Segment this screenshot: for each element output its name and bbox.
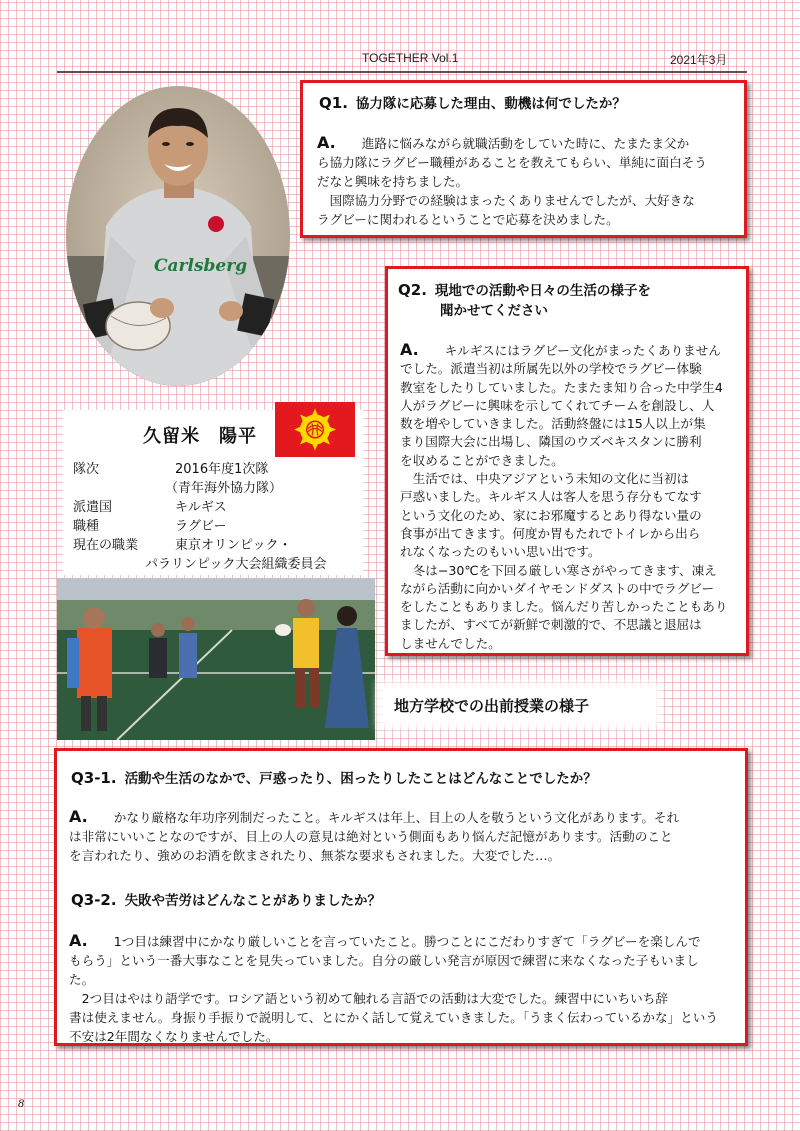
q1-question: 協力隊に応募した理由、動機は何でしたか？ — [355, 96, 626, 112]
classroom-photo — [57, 578, 375, 740]
profile-name: 久留米 陽平 — [143, 426, 257, 447]
q2-heading — [398, 279, 651, 299]
q2-line: ましたが、すべてが新鮮で刺激的で、不思議と退屈は — [400, 617, 702, 633]
q2-line: でした。派遣当初は所属先以外の学校でラグビー体験 — [400, 361, 702, 377]
profile-value: （青年海外協力隊） — [165, 481, 283, 496]
profile-value: 東京オリンピック・ — [175, 538, 292, 553]
q1-answer — [317, 133, 742, 229]
q32-line: 書は使えません。身振り手振りで説明して、とにかく話して覚えていきました。「うまく伝わっているかな」という — [69, 1010, 718, 1025]
q31-question: 活動や生活のなかで、戸惑ったり、困ったりしたことはどんなことでしたか？ — [124, 771, 597, 787]
q32-answer — [69, 931, 741, 1046]
q31-line: は非常にいいことなのですが、目上の人の意見は絶対という側面もあり悩んだ記憶があります。活動のこと — [69, 829, 673, 844]
q31-heading — [71, 767, 597, 787]
q31-a-marker: A. — [69, 807, 88, 826]
q2-line: しませんでした。 — [400, 635, 501, 651]
q2-line: 人がラグビーに興味を示してくれてチームを創設し、人 — [400, 397, 715, 413]
page-number: 8 — [18, 1096, 24, 1110]
q32-question: 失敗や苦労はどんなことがありましたか？ — [124, 893, 382, 909]
q1-line: ラグビーに関われるということで応募を決めました。 — [317, 212, 619, 227]
q2-line: 生活では、中央アジアという未知の文化に当初は — [412, 471, 690, 487]
portrait-photo — [66, 86, 290, 386]
q31-answer — [69, 807, 741, 865]
q2-line: をしたこともありました。悩んだり苦しかったこともあり — [400, 599, 728, 615]
profile-label: 職種 — [73, 519, 100, 534]
photo-caption-text: 地方学校での出前授業の様子 — [394, 697, 590, 715]
issue-date: 2021年3月 — [670, 53, 728, 67]
q2-a-marker: A. — [400, 340, 419, 359]
profile-value: パラリンピック大会組織委員会 — [145, 557, 327, 572]
q2-line: まり国際大会に出場し、隣国のウズベキスタンに勝利 — [400, 434, 702, 450]
q1-line: だなと興味を持ちました。 — [317, 174, 469, 189]
profile-label: 派遣国 — [73, 500, 113, 515]
q2-answer — [400, 341, 745, 653]
q32-a-marker: A. — [69, 931, 88, 950]
q2-line: ながら活動に向かいダイヤモンドダストの中でラグビー — [400, 580, 715, 596]
q2-number: Q2. — [398, 281, 427, 299]
profile-label: 現在の職業 — [73, 538, 139, 553]
q1-box — [300, 80, 747, 238]
q2-line: れなくなったのもいい思い出です。 — [400, 544, 601, 560]
portrait-illustration — [66, 86, 290, 386]
classroom-illustration — [57, 578, 375, 740]
q2-line: 冬は−30℃を下回る厳しい寒さがやってきます、凍え — [412, 562, 717, 578]
q2-question-line1: 現地での活動や日々の生活の様子を — [434, 283, 651, 299]
q32-line: もらう」という一番大事なことを見失っていました。自分の厳しい発言が原因で練習に来なくなった子もいまし — [69, 953, 699, 968]
q2-line: を収めることができました。 — [400, 452, 564, 468]
q1-number: Q1. — [319, 94, 348, 112]
q32-line: 2つ目はやはり語学です。ロシア語という初めて触れる言語での活動は大変でした。練習中にいちいち辞 — [81, 991, 668, 1006]
q2-line: キルギスにはラグビー文化がまったくありません — [444, 343, 721, 358]
q2-question-line2: 聞かせてください — [440, 303, 548, 319]
q31-line: かなり厳格な年功序列制だったこと。キルギスは年上、目上の人を敬うという文化があります。それ — [113, 810, 680, 825]
q2-line: という文化のため、家にお邪魔するとあり得ない量の — [400, 507, 702, 523]
header-rule — [57, 71, 747, 73]
kyrgyzstan-flag-icon — [275, 402, 355, 457]
q3-box — [54, 748, 748, 1046]
q2-line: 教室をしたりしていました。たまたま知り合った中学生4 — [400, 379, 723, 395]
q1-line: 国際協力分野での経験はまったくありませんでしたが、大好きな — [329, 193, 695, 208]
q32-number: Q3-2. — [71, 891, 117, 909]
q32-line: 1つ目は練習中にかなり厳しいことを言っていたこと。勝つことにこだわりすぎて「ラグビーを楽しんで — [113, 934, 701, 949]
newsletter-title: TOGETHER Vol.1 — [362, 51, 459, 65]
shirt-logo-text: Carlsberg — [154, 256, 248, 276]
profile-value: 2016年度1次隊 — [175, 462, 269, 477]
q32-heading — [71, 889, 381, 909]
q32-line: 不安は2年間なくなりませんでした。 — [69, 1029, 279, 1044]
q31-number: Q3-1. — [71, 769, 117, 787]
q2-box — [385, 266, 749, 656]
q2-line: 戸惑いました。キルギス人は客人を思う存分もてなす — [400, 489, 702, 505]
profile-value: ラグビー — [175, 519, 227, 534]
q32-line: た。 — [69, 972, 95, 987]
q1-heading — [319, 92, 626, 112]
q1-a-marker: A. — [317, 133, 336, 152]
photo-caption — [384, 688, 654, 722]
profile-value: キルギス — [175, 500, 227, 515]
q1-line: ら協力隊にラグビー職種があることを教えてもらい、単純に面白そう — [317, 155, 707, 170]
q2-line: 数を増やしていきました。活動終盤には15人以上が集 — [400, 416, 706, 432]
profile-label: 隊次 — [73, 462, 100, 477]
q1-line: 進路に悩みながら就職活動をしていた時に、たまたま父か — [361, 136, 690, 151]
q2-line: 食事が出てきます。何度か胃もたれでトイレから出ら — [400, 525, 701, 541]
q31-line: を言われたり、強めのお酒を飲まされたり、無茶な要求もされました。大変でした…。 — [69, 848, 561, 863]
